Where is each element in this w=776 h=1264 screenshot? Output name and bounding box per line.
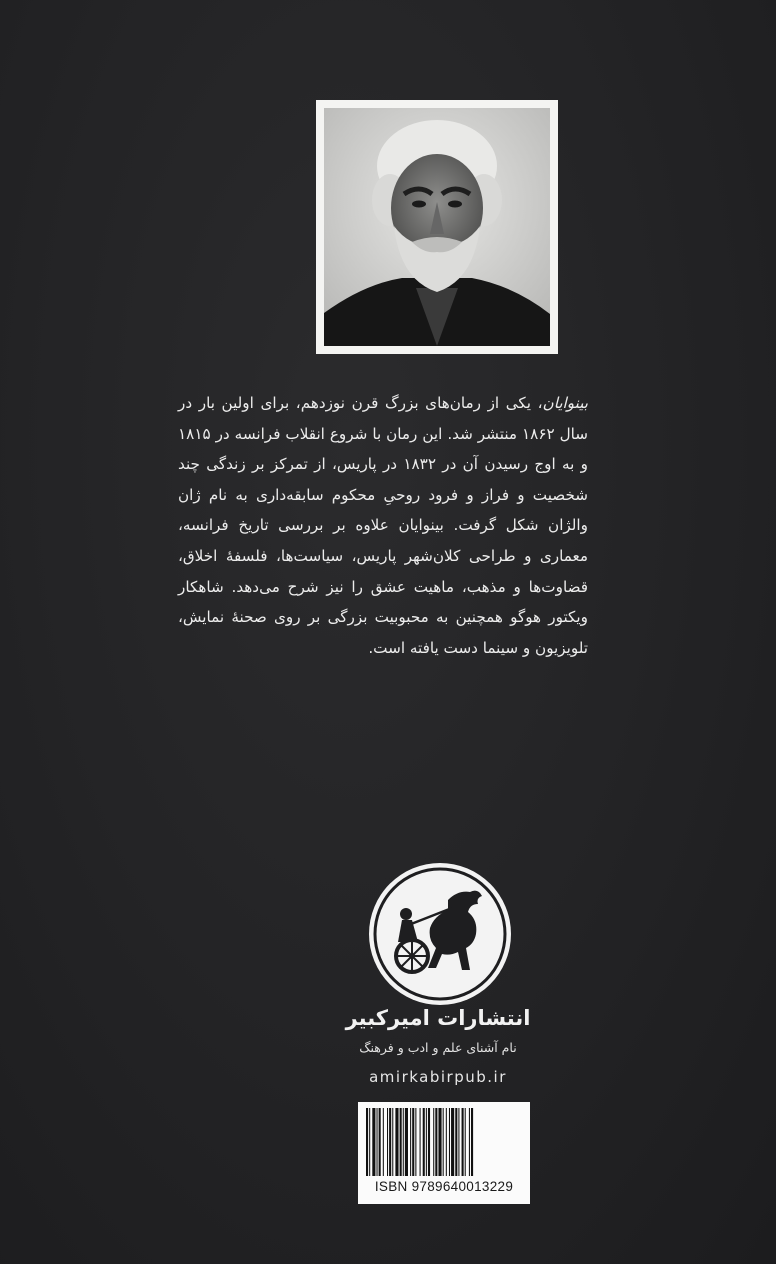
description-line: فرانسه، معماری و طراحی کلان‌شهر پاریس، سیاست‌ها، [178, 516, 588, 565]
barcode-bar [415, 1108, 416, 1176]
publisher-slogan: نام آشنای علم و ادب و فرهنگ [359, 1040, 517, 1055]
barcode-bar [400, 1108, 402, 1176]
barcode-bar [369, 1108, 370, 1176]
barcode-bar [469, 1108, 470, 1176]
barcode-bar [465, 1108, 466, 1176]
description-line: در ۱۸۱۵ و به اوج رسیدن آن در ۱۸۳۲ در پاریس، از تمرکز بر [178, 424, 589, 474]
barcode-bar [471, 1108, 473, 1176]
barcode-bar [410, 1108, 411, 1176]
barcode-bar [443, 1108, 444, 1176]
barcode-bar [383, 1108, 384, 1176]
chariot-horse-icon [366, 860, 514, 1008]
barcode-bar [420, 1108, 421, 1176]
barcode-bar [426, 1108, 427, 1176]
barcode-bar [377, 1108, 378, 1176]
barcode-bar [366, 1108, 368, 1176]
author-portrait-frame [316, 100, 558, 354]
barcode-bar [392, 1108, 393, 1176]
barcode-bar [428, 1108, 430, 1176]
description-line: می‌دهد. شاهکار ویکتور هوگو همچنین به محبوبیت بزرگی [178, 577, 588, 627]
description-line: زندگی چند شخصیت و فراز و فرود روحیِ محکوم سابقه‌داری [178, 455, 588, 504]
barcode-bar [387, 1108, 388, 1176]
description-line: در سال ۱۸۶۲ منتشر شد. این رمان با شروع انقلاب فرانسه [178, 394, 588, 443]
barcode-label [358, 1102, 530, 1204]
book-title-inline: بینوایان [542, 394, 589, 412]
barcode-bar [449, 1108, 450, 1176]
barcode-bar [389, 1108, 391, 1176]
barcode-bar [433, 1108, 434, 1176]
publisher-website: amirkabirpub.ir [369, 1068, 507, 1086]
barcode-bar [412, 1108, 414, 1176]
description-line: ، یکی از رمان‌های بزرگ قرن نوزدهم، برای اولین بار [198, 394, 543, 412]
barcode-bar [446, 1108, 447, 1176]
description-line: بر روی صحنهٔ نمایش، تلویزیون و سینما دست یافته است. [178, 608, 588, 657]
barcode-bar [455, 1108, 457, 1176]
barcode-bar [462, 1108, 464, 1176]
barcode-bar [405, 1108, 408, 1176]
description-line: به نام ژان والژان شکل گرفت. بینوایان علاوه بر بررسی تاریخ [178, 485, 588, 535]
barcode-bar [423, 1108, 425, 1176]
barcode-bar [458, 1108, 459, 1176]
isbn-number: ISBN 9789640013229 [374, 1179, 514, 1194]
publisher-name: انتشارات امیرکبیر [345, 1006, 531, 1030]
barcode-bar [379, 1108, 381, 1176]
barcode-bar [451, 1108, 454, 1176]
barcode-bar [395, 1108, 398, 1176]
description-line: فلسفهٔ اخلاق، قضاوت‌ها و مذهب، ماهیت عشق را نیز شرح [178, 546, 588, 596]
book-description [178, 388, 588, 663]
barcode-bar [435, 1108, 437, 1176]
author-portrait-image [324, 108, 550, 346]
barcode-bar [372, 1108, 375, 1176]
barcode-bar [438, 1108, 441, 1176]
author-portrait [324, 108, 550, 346]
barcode [366, 1108, 522, 1176]
barcode-bar [403, 1108, 404, 1176]
